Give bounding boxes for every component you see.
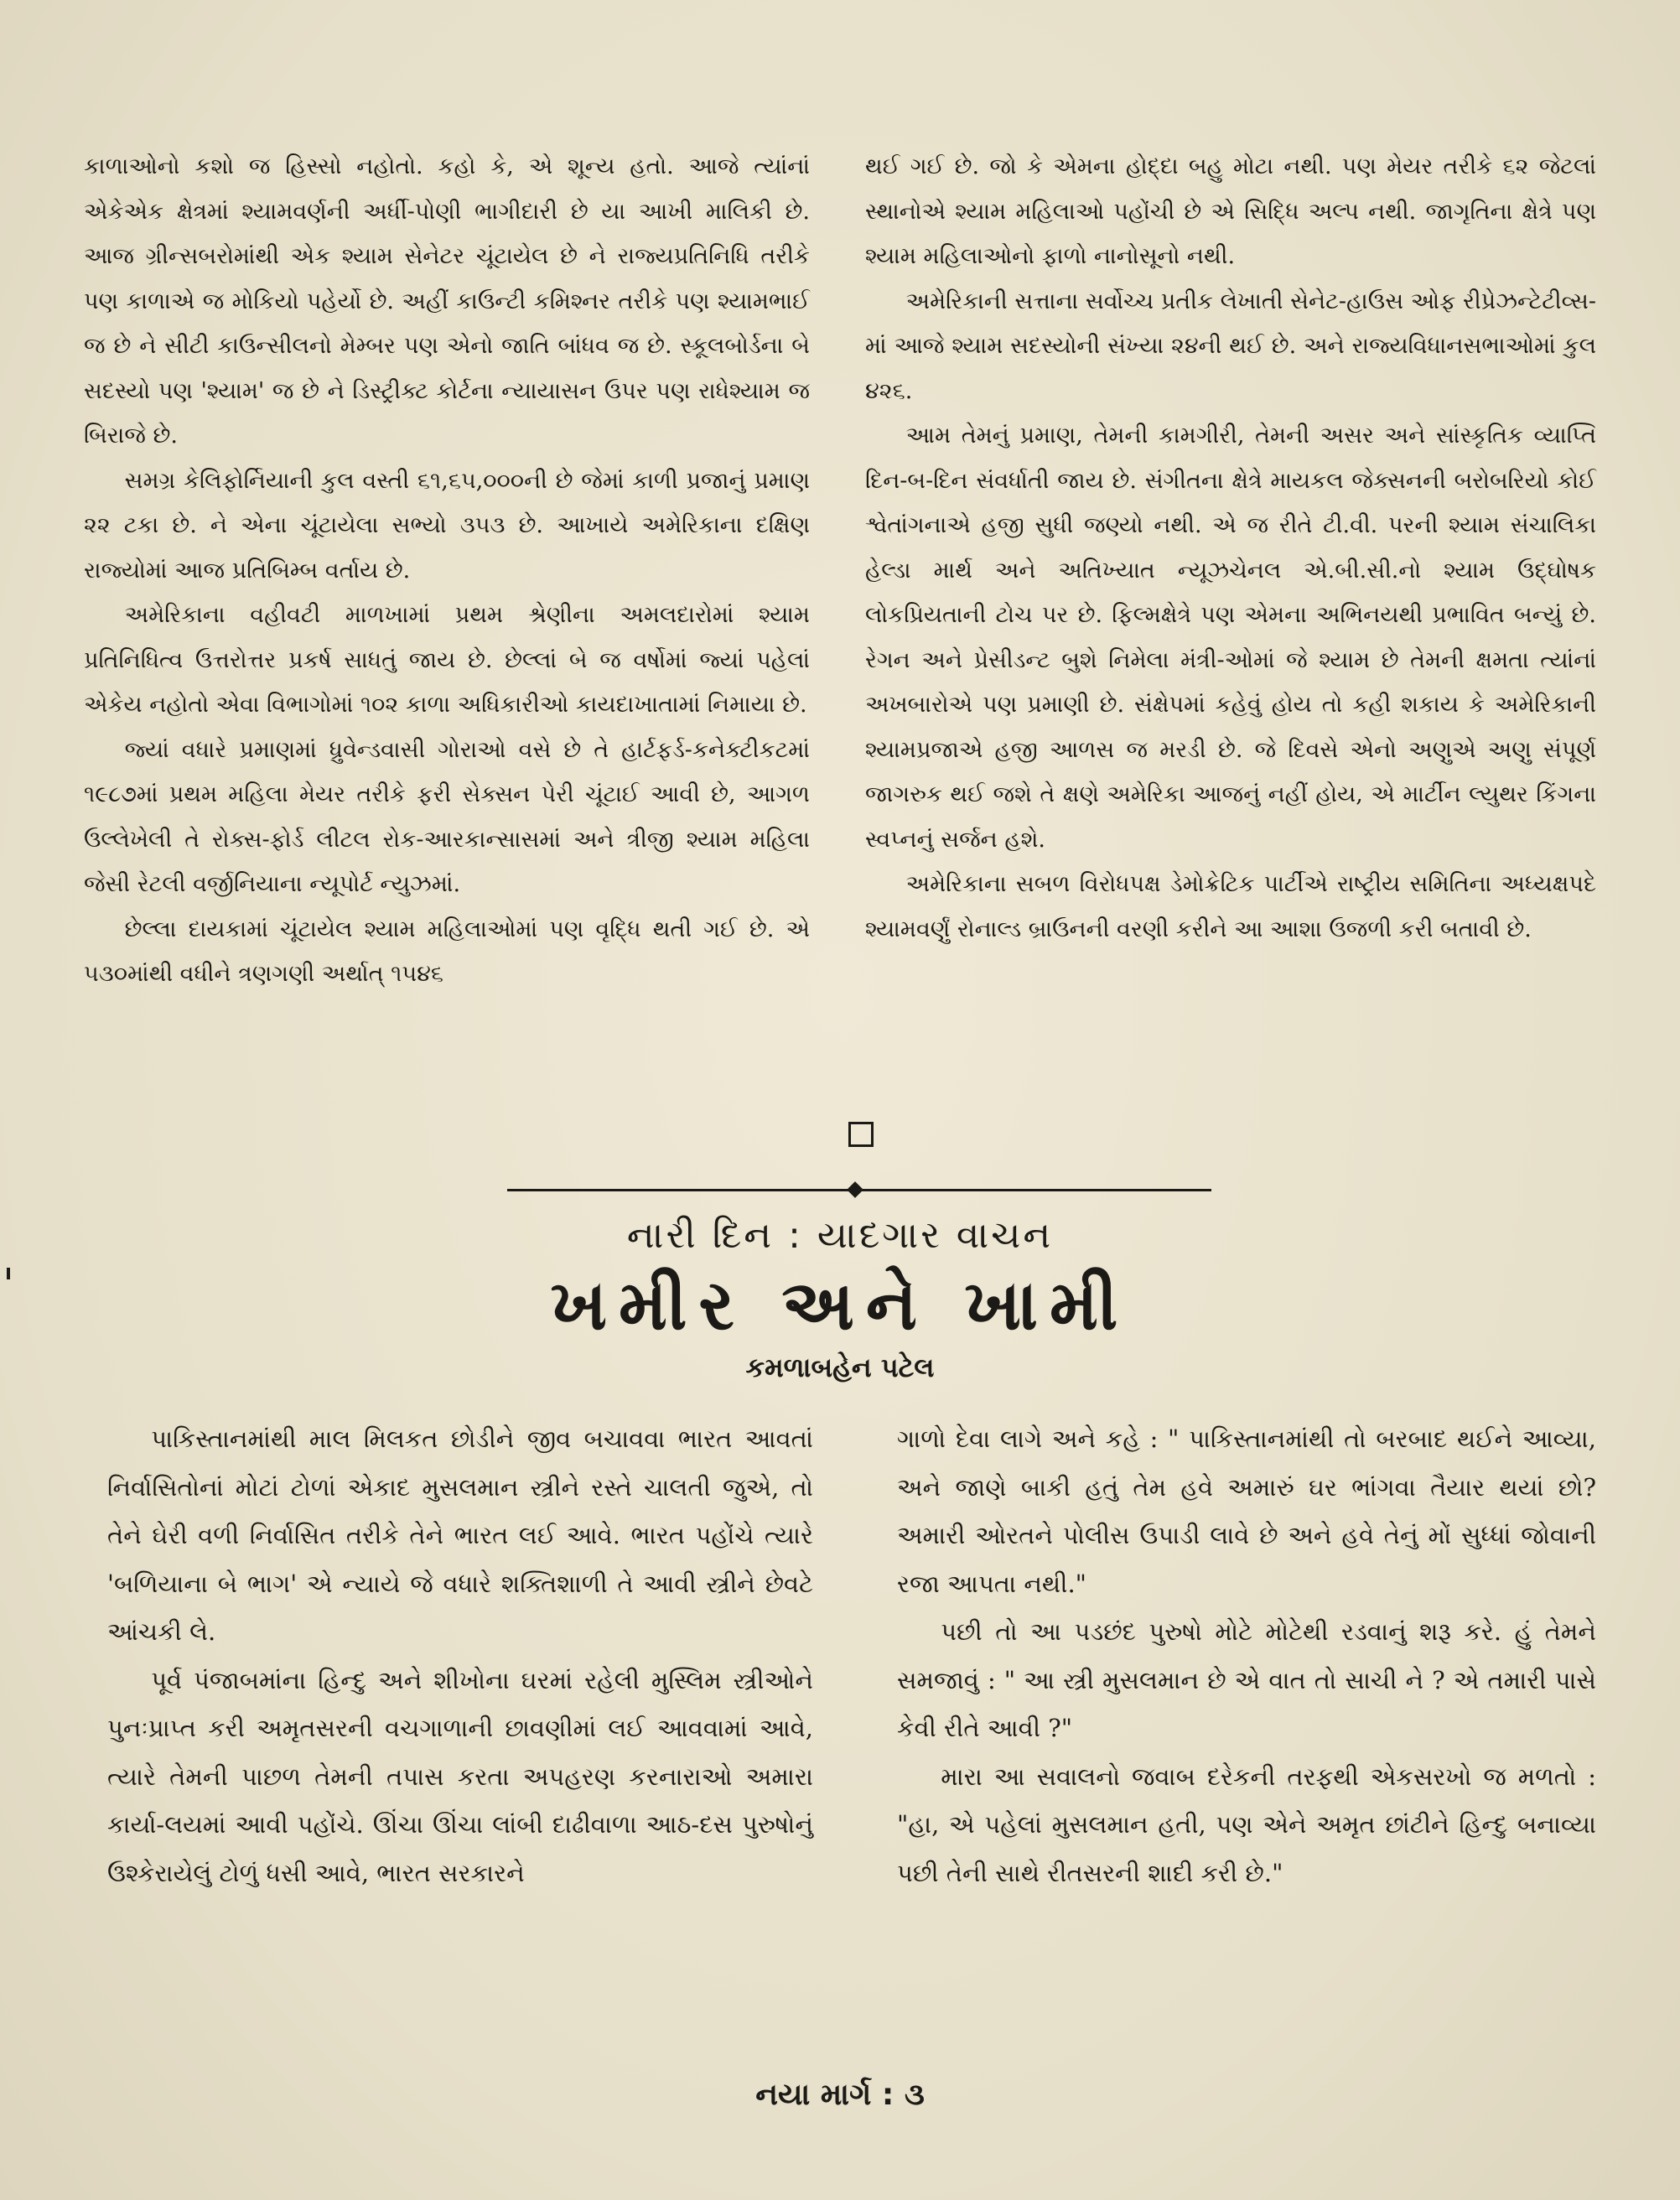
article2-right-paragraph: પછી તો આ પડછંદ પુરુષો મોટે મોટેથી રડવાનું શરૂ કરે. હું તેમને સમજાવું : " આ સ્ત્રી મુસલમાન છે એ વાત તો સાચી ને ? એ તમારી પાસે કેવી રીતે આવી ?" (897, 1617, 1596, 1742)
article1-left-paragraph: છેલ્લા દાયકામાં ચૂંટાયેલ શ્યામ મહિલાઓમાં પણ વૃદ્ધિ થતી ગઈ છે. એ ૫૩૦માંથી વધીને ત્રણગણી અર્થાત્ ૧૫૪૬ (84, 916, 810, 987)
article1-right-paragraph: આમ તેમનું પ્રમાણ, તેમની કામગીરી, તેમની અસર અને સાંસ્કૃતિક વ્યાપ્તિ દિન-બ-દિન સંવર્ધાતી જાય છે. સંગીતના ક્ષેત્રે માયકલ જેક્સનની બરોબરિયો કોઈ શ્વેતાંગનાએ હજી સુધી જણ્યો નથી. એ જ રીતે ટી.વી. પરની શ્યામ સંચાલિકા હેલ્ડા માર્થ અને અતિખ્યાત ન્યૂઝચેનલ એ.બી.સી.નો શ્યામ ઉદ્ઘોષક લોકપ્રિયતાની ટોચ પર છે. ફિલ્મક્ષેત્રે પણ એમના અભિનયથી પ્રભાવિત બન્યું છે. રેગન અને પ્રેસીડન્ટ બુશે નિમેલા મંત્રી-ઓમાં જે શ્યામ છે તેમની ક્ષમતા ત્યાંનાં અખબારોએ પણ પ્રમાણી છે. સંક્ષેપમાં કહેવું હોય તો કહી શકાય કે અમેરિકાની શ્યામપ્રજાએ હજી આળસ જ મરડી છે. જે દિવસે એનો અણુએ અણુ સંપૂર્ણ જાગરુક થઈ જશે તે ક્ષણે અમેરિકા આજનું નહીં હોય, એ માર્ટીન લ્યુથર કિંગના સ્વપ્નનું સર્જન હશે. (865, 423, 1596, 853)
article2-right-paragraph: ગાળો દેવા લાગે અને કહે : " પાકિસ્તાનમાંથી તો બરબાદ થઈને આવ્યા, અને જાણે બાકી હતું તેમ હવે અમારું ઘર ભાંગવા તૈયાર થયાં છો? અમારી ઓરતને પોલીસ ઉપાડી લાવે છે અને હવે તેનું મોં સુધ્ધાં જોવાની રજા આપતા નથી." (897, 1424, 1596, 1598)
article2-kicker: નારી દિન : યાદગાર વાચન (626, 1214, 1054, 1257)
section-divider (507, 1189, 1211, 1191)
article2-right-paragraph: મારા આ સવાલનો જવાબ દરેકની તરફથી એકસરખો જ મળતો : "હા, એ પહેલાં મુસલમાન હતી, પણ એને અમૃત છાંટીને હિન્દુ બનાવ્યા પછી તેની સાથે રીતસરની શાદી કરી છે." (897, 1762, 1596, 1887)
article2-left-paragraph: પૂર્વ પંજાબમાંના હિન્દુ અને શીખોના ઘરમાં રહેલી મુસ્લિમ સ્ત્રીઓને પુનઃપ્રાપ્ત કરી અમૃતસરની વચગાળાની છાવણીમાં લઈ આવવામાં આવે, ત્યારે તેમની પાછળ તેમની તપાસ કરતા અપહરણ કરનારાઓ અમારા કાર્યા-લયમાં આવી પહોંચે. ઊંચા ઊંચા લાંબી દાઢીવાળા આઠ-દસ પુરુષોનું ઉશ્કેરાયેલું ટોળું ધસી આવે, ભારત સરકારને (107, 1665, 813, 1887)
article1-right-paragraph: અમેરિકાની સત્તાના સર્વોચ્ચ પ્રતીક લેખાતી સેનેટ-હાઉસ ઓફ રીપ્રેઝન્ટેટીવ્સ-માં આજે શ્યામ સદસ્યોની સંખ્યા ૨૪ની થઈ છે. અને રાજ્યવિધાનસભાઓમાં કુલ ૪૨૬. (865, 288, 1596, 404)
article1-right-column (865, 144, 1596, 952)
article2-left-paragraph: પાકિસ્તાનમાંથી માલ મિલકત છોડીને જીવ બચાવવા ભારત આવતાં નિર્વાસિતોનાં મોટાં ટોળાં એકાદ મુસલમાન સ્ત્રીને રસ્તે ચાલતી જુએ, તો તેને ઘેરી વળી નિર્વાસિત તરીકે તેને ભારત લઈ આવે. ભારત પહોંચે ત્યારે 'બળિયાના બે ભાગ' એ ન્યાયે જે વધારે શક્તિશાળી તે આવી સ્ત્રીને છેવટે આંચકી લે. (107, 1424, 813, 1646)
article1-left-paragraph: જ્યાં વધારે પ્રમાણમાં ધ્રુવેન્ડવાસી ગોરાઓ વસે છે તે હાર્ટફર્ડ-કનેક્ટીકટમાં ૧૯૮૭માં પ્રથમ મહિલા મેયર તરીકે ફરી સેક્સન પેરી ચૂંટાઈ આવી છે, આગળ ઉલ્લેખેલી તે રોક્સ-ફોર્ડ લીટલ રોક-આરકાન્સાસમાં અને ત્રીજી શ્યામ મહિલા જેસી રેટલી વર્જીનિયાના ન્યૂપોર્ટ ન્યુઝમાં. (84, 736, 810, 897)
article2-author: કમળાબહેન પટેલ (745, 1352, 935, 1383)
page-footer: નયા માર્ગ : ૩ (755, 2078, 925, 2112)
margin-mark (7, 1268, 10, 1279)
article1-left-column (84, 144, 810, 997)
article1-right-paragraph: અમેરિકાના સબળ વિરોધપક્ષ ડેમોક્રેટિક પાર્ટીએ રાષ્ટ્રીય સમિતિના અધ્યક્ષપદે શ્યામવર્ણું રોનાલ્ડ બ્રાઉનની વરણી કરીને આ આશા ઉજળી કરી બતાવી છે. (865, 871, 1596, 942)
article-end-mark (848, 1122, 874, 1147)
article1-right-paragraph: થઈ ગઈ છે. જો કે એમના હોદ્દા બહુ મોટા નથી. પણ મેયર તરીકે ૬૨ જેટલાં સ્થાનોએ શ્યામ મહિલાઓ પહોંચી છે એ સિદ્ધિ અલ્પ નથી. જાગૃતિના ક્ષેત્રે પણ શ્યામ મહિલાઓનો ફાળો નાનોસૂનો નથી. (865, 153, 1596, 269)
article1-left-paragraph: કાળાઓનો કશો જ હિસ્સો નહોતો. કહો કે, એ શૂન્ય હતો. આજે ત્યાંનાં એકેએક ક્ષેત્રમાં શ્યામવર્ણની અર્ધી-પોણી ભાગીદારી છે યા આખી માલિકી છે. આજ ગ્રીન્સબરોમાંથી એક શ્યામ સેનેટર ચૂંટાયેલ છે ને રાજ્યપ્રતિનિધિ તરીકે પણ કાળાએ જ મોકિયો પહેર્યો છે. અહીં કાઉન્ટી કમિશ્નર તરીકે પણ શ્યામભાઈ જ છે ને સીટી કાઉન્સીલનો મેમ્બર પણ એનો જાતિ બાંધવ જ છે. સ્કૂલબોર્ડના બે સદસ્યો પણ 'શ્યામ' જ છે ને ડિસ્ટ્રીક્ટ કોર્ટના ન્યાયાસન ઉપર પણ રાધેશ્યામ જ બિરાજે છે. (84, 153, 810, 449)
article1-left-paragraph: અમેરિકાના વહીવટી માળખામાં પ્રથમ શ્રેણીના અમલદારોમાં શ્યામ પ્રતિનિધિત્વ ઉત્તરોત્તર પ્રકર્ષ સાધતું જાય છે. છેલ્લાં બે જ વર્ષોમાં જ્યાં પહેલાં એકેય નહોતો એવા વિભાગોમાં ૧૦૨ કાળા અધિકારીઓ કાયદાખાતામાં નિમાયા છે. (84, 602, 810, 718)
article2-right-column (897, 1415, 1596, 1897)
article2-title: ખમીર અને ખામી (550, 1266, 1130, 1346)
article1-left-paragraph: સમગ્ર કેલિફોર્નિયાની કુલ વસ્તી ૬૧,૬૫,૦૦૦ની છે જેમાં કાળી પ્રજાનું પ્રમાણ ૨૨ ટકા છે. ને એના ચૂંટાયેલા સભ્યો ૩૫૩ છે. આખાયે અમેરિકાના દક્ષિણ રાજ્યોમાં આજ પ્રતિબિમ્બ વર્તાય છે. (84, 467, 810, 584)
article2-left-column (107, 1415, 813, 1897)
